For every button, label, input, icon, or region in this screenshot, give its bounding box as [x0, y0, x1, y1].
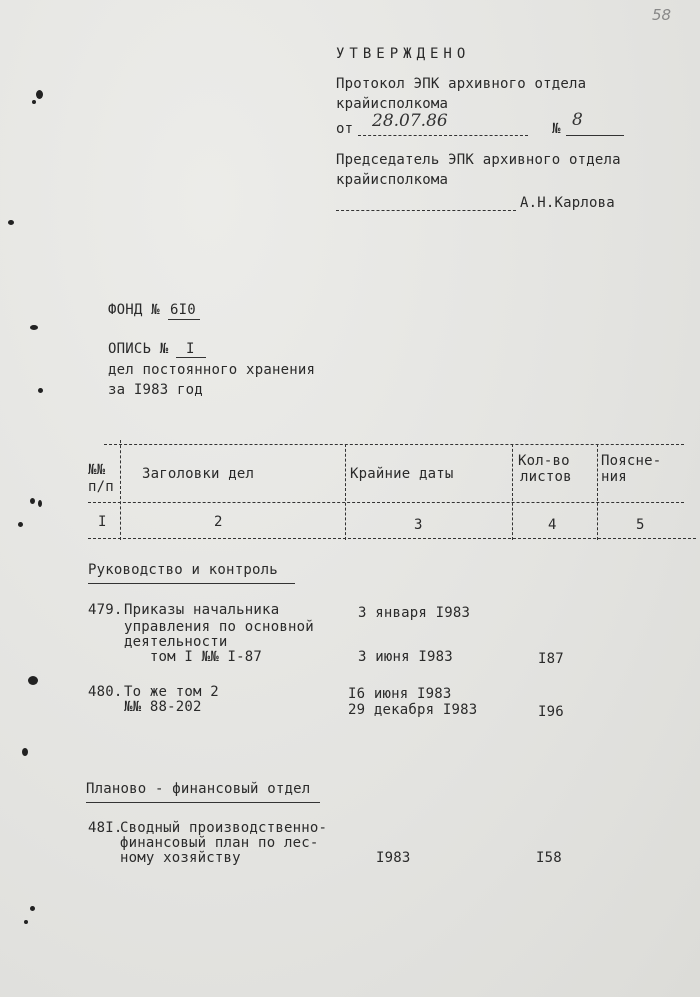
item-sheets: I58 [536, 850, 562, 866]
col2-head: Заголовки дел [142, 466, 255, 482]
item-number: 48I. [88, 820, 123, 836]
section-underline-2 [86, 802, 320, 803]
approval-line-2: крайисполкома [336, 96, 449, 112]
approval-date-prefix: от [336, 121, 354, 137]
item-title-line: том I №№ I-87 [124, 649, 263, 665]
opis-label: ОПИСЬ № [108, 341, 169, 357]
col1-head-line2: п/п [88, 479, 114, 495]
approval-number-handwritten: 8 [572, 110, 583, 130]
scan-speck [38, 500, 42, 507]
approval-date-handwritten: 28.07.86 [372, 111, 448, 131]
col-divider-1 [120, 440, 121, 540]
scan-speck [36, 90, 43, 99]
section-title-1: Руководство и контроль [88, 562, 278, 578]
opis-underline [176, 357, 206, 358]
col-num-1: I [98, 514, 107, 530]
col-divider-2 [345, 444, 346, 540]
chair-line-1: Председатель ЭПК архивного отдела [336, 152, 621, 168]
item-title-line: деятельности [124, 634, 228, 650]
item-number: 480. [88, 684, 123, 700]
approval-line-1: Протокол ЭПК архивного отдела [336, 76, 587, 92]
corner-page-number: 58 [652, 6, 672, 24]
table-header-bottom [88, 538, 696, 539]
scan-speck [28, 676, 38, 685]
item-title-line: финансовый план по лес- [120, 835, 319, 851]
opis-line-2: дел постоянного хранения [108, 362, 316, 378]
fond-number: 6I0 [170, 302, 196, 318]
scan-speck [32, 100, 36, 104]
approval-number-prefix: № [552, 121, 561, 137]
col-divider-4 [597, 444, 598, 540]
opis-number: I [186, 341, 195, 357]
item-date-start: I6 июня I983 [348, 686, 452, 702]
item-title-line: ному хозяйству [120, 850, 241, 866]
scan-speck [30, 906, 35, 911]
signature-line [336, 210, 516, 211]
col5-head-line2: ния [601, 469, 627, 485]
date-underline [358, 135, 528, 136]
scan-speck [30, 325, 38, 330]
fond-label: ФОНД № [108, 302, 160, 318]
fond-underline [168, 319, 200, 320]
item-sheets: I96 [538, 704, 564, 720]
chair-line-2: крайисполкома [336, 172, 449, 188]
scan-speck [22, 748, 28, 756]
item-number: 479. [88, 602, 123, 618]
item-date-start: I983 [376, 850, 411, 866]
item-title-line: №№ 88-202 [124, 699, 202, 715]
scan-speck [24, 920, 28, 924]
col-num-5: 5 [636, 517, 645, 533]
item-date-start: 3 января I983 [358, 605, 471, 621]
item-title-line: Сводный производственно- [120, 820, 328, 836]
item-title-line: То же том 2 [124, 684, 219, 700]
col-divider-3 [512, 444, 513, 540]
scan-speck [8, 220, 14, 225]
item-date-end: 29 декабря I983 [348, 702, 478, 718]
item-date-end: 3 июня I983 [358, 649, 453, 665]
item-sheets: I87 [538, 651, 564, 667]
scan-speck [18, 522, 23, 527]
number-underline [566, 135, 624, 136]
section-underline-1 [88, 583, 295, 584]
section-title-2: Планово - финансовый отдел [86, 781, 311, 797]
signatory-name: А.Н.Карлова [520, 195, 615, 211]
item-title-line: Приказы начальника [124, 602, 280, 618]
col4-head-line2: листов [520, 469, 572, 485]
col-num-3: 3 [414, 517, 423, 533]
header-divider [88, 502, 684, 503]
col5-head-line1: Поясне- [601, 453, 662, 469]
opis-line-3: за I983 год [108, 382, 203, 398]
col1-head-line1: №№ [88, 462, 106, 478]
col-num-4: 4 [548, 517, 557, 533]
col3-head: Крайние даты [350, 466, 454, 482]
scan-speck [38, 388, 43, 393]
scan-speck [30, 498, 35, 504]
col-num-2: 2 [214, 514, 223, 530]
item-title-line: управления по основной [124, 619, 314, 635]
approval-heading: УТВЕРЖДЕНО [336, 46, 471, 62]
col4-head-line1: Кол-во [518, 453, 570, 469]
